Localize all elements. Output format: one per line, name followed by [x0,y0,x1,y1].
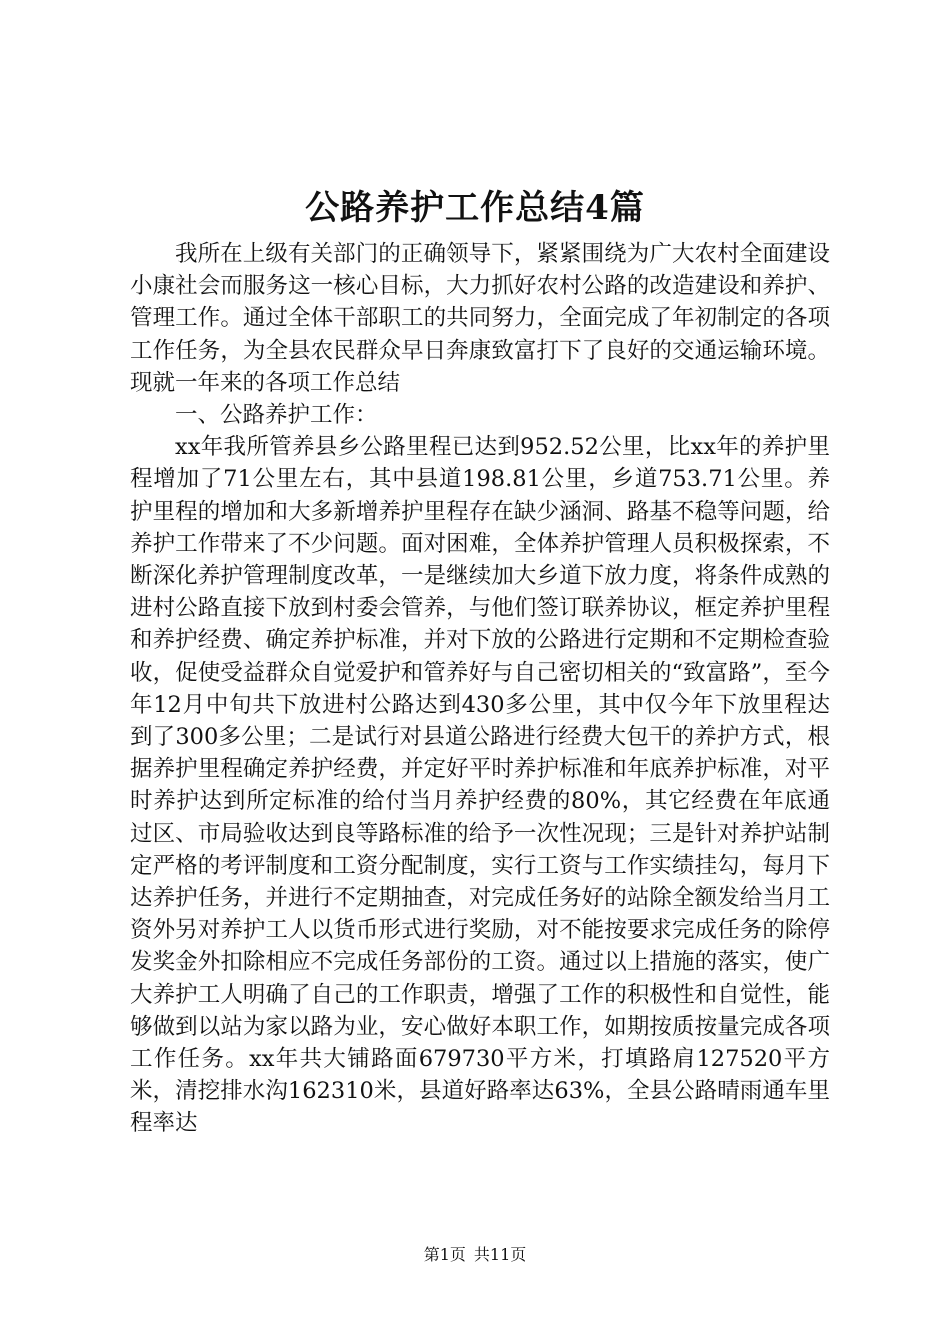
document-body [130,238,830,1140]
paragraph-intro: 我所在上级有关部门的正确领导下，紧紧围绕为广大农村全面建设小康社会而服务这一核心目标，大力抓好农村公路的改造建设和养护、管理工作。通过全体干部职工的共同努力，全面完成了年初制定的各项工作任务，为全县农民群众早日奔康致富打下了良好的交通运输环境。现就一年来的各项工作总结 [130,241,830,396]
document-title: 公路养护工作总结4篇 [305,188,645,228]
paragraph-maintenance-details: xx年我所管养县乡公路里程已达到952.52公里，比xx年的养护里程增加了71公里左右，其中县道198.81公里，乡道753.71公里。养护里程的增加和大多新增养护里程存在缺少涵洞、路基不稳等问题，给养护工作带来了不少问题。面对困难，全体养护管理人员积极探索，不断深化养护管理制度改革，一是继续加大乡道下放力度，将条件成熟的进村公路直接下放到村委会管养，与他们签订联养协议，框定养护里程和养护经费、确定养护标准，并对下放的公路进行定期和不定期检查验收，促使受益群众自觉爱护和管养好与自己密切相关的“致富路”，至今年12月中旬共下放进村公路达到430多公里，其中仅今年下放里程达到了300多公里；二是试行对县道公路进行经费大包干的养护方式，根据养护里程确定养护经费，并定好平时养护标准和年底养护标准，对平时养护达到所定标准的给付当月养护经费的80%，其它经费在年底通过区、市局验收达到良等路标准的给予一次性况现；三是针对养护站制定严格的考评制度和工资分配制度，实行工资与工作实绩挂勾，每月下达养护任务，并进行不定期抽查，对完成任务好的站除全额发给当月工资外另对养护工人以货币形式进行奖励，对不能按要求完成任务的除停发奖金外扣除相应不完成任务部份的工资。通过以上措施的落实，使广大养护工人明确了自己的工作职责，增强了工作的积极性和自觉性，能够做到以站为家以路为业，安心做好本职工作，如期按质按量完成各项工作任务。xx年共大铺路面679730平方米，打填路肩127520平方米，清挖排水沟162310米，县道好路率达63%，全县公路晴雨通车里程率达 [130,434,830,1137]
page-total: 共11页 [473,1245,527,1264]
page-footer [0,1243,950,1267]
section-heading-road-maintenance: 一、公路养护工作： [175,402,378,429]
page-number: 第1页 [423,1245,466,1264]
